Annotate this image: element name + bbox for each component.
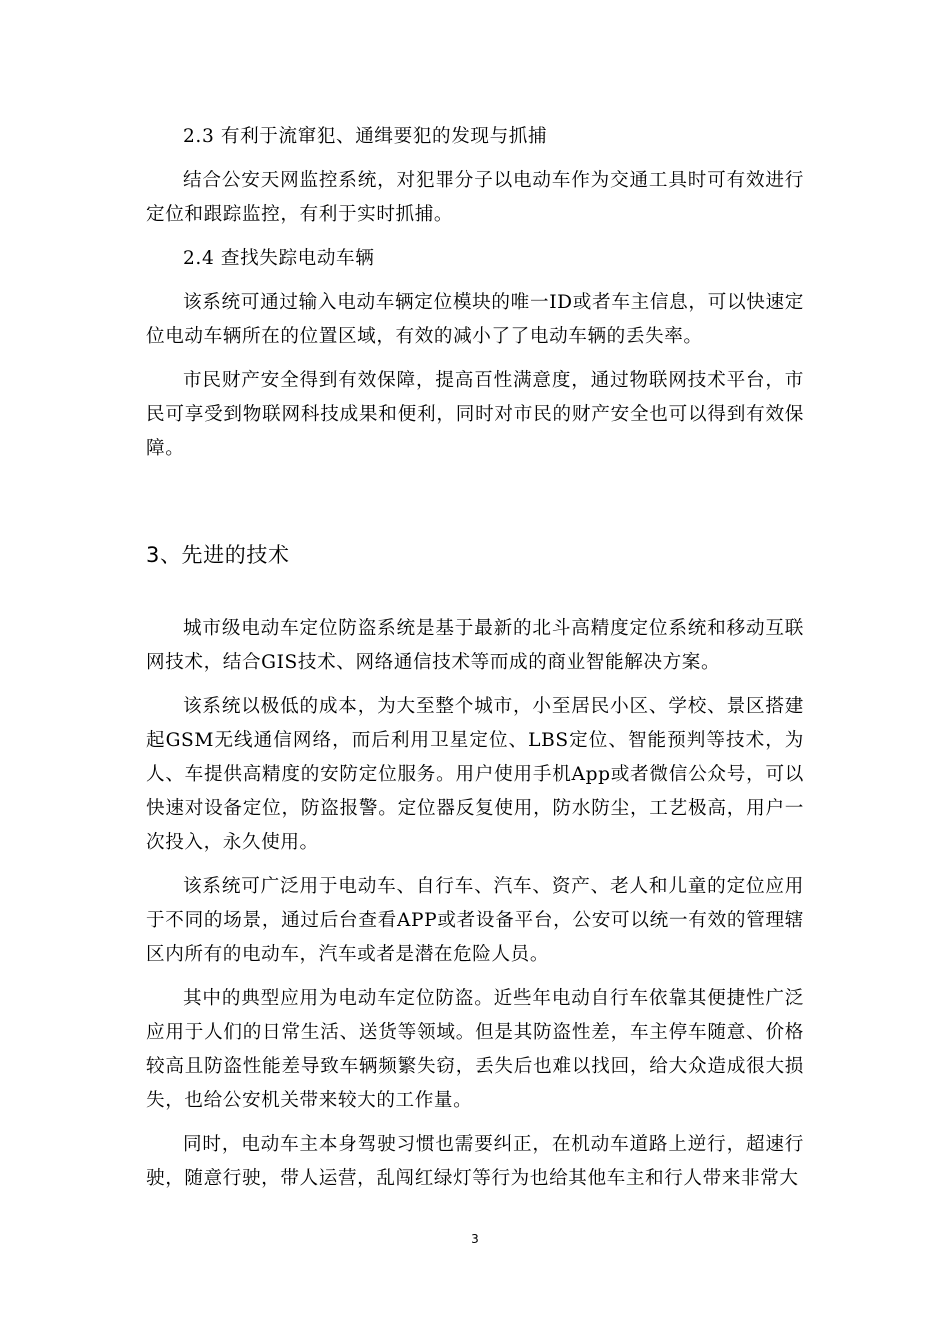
page-number: 3: [471, 1232, 479, 1246]
paragraph: 该系统可广泛用于电动车、自行车、汽车、资产、老人和儿童的定位应用于不同的场景，通过后台查看APP或者设备平台，公安可以统一有效的管理辖区内所有的电动车，汽车或者是潜在危险人员。: [146, 876, 804, 965]
subsection-heading-2-3: 2.3 有利于流窜犯、通缉要犯的发现与抓捕: [183, 126, 548, 147]
paragraph: 同时，电动车主本身驾驶习惯也需要纠正，在机动车道路上逆行，超速行驶，随意行驶，带人运营，乱闯红绿灯等行为也给其他车主和行人带来非常大: [146, 1134, 804, 1189]
paragraph: 结合公安天网监控系统，对犯罪分子以电动车作为交通工具时可有效进行定位和跟踪监控，有利于实时抓捕。: [146, 170, 804, 225]
paragraph: 该系统可通过输入电动车辆定位模块的唯一ID或者车主信息，可以快速定位电动车辆所在的位置区域，有效的减小了了电动车辆的丢失率。: [146, 292, 804, 347]
document-body: [146, 120, 804, 1206]
section-heading-3: 3、先进的技术: [146, 543, 290, 567]
paragraph: 其中的典型应用为电动车定位防盗。近些年电动自行车依靠其便捷性广泛应用于人们的日常生活、送货等领域。但是其防盗性差，车主停车随意、价格较高且防盗性能差导致车辆频繁失窃，丢失后也难以找回，给大众造成很大损失，也给公安机关带来较大的工作量。: [146, 988, 804, 1111]
paragraph: 该系统以极低的成本，为大至整个城市，小至居民小区、学校、景区搭建起GSM无线通信网络，而后利用卫星定位、LBS定位、智能预判等技术，为人、车提供高精度的安防定位服务。用户使用手机App或者微信公众号，可以快速对设备定位，防盗报警。定位器反复使用，防水防尘，工艺极高，用户一次投入，永久使用。: [146, 696, 804, 853]
subsection-heading-2-4: 2.4 查找失踪电动车辆: [183, 248, 375, 269]
paragraph: 城市级电动车定位防盗系统是基于最新的北斗高精度定位系统和移动互联网技术，结合GIS技术、网络通信技术等而成的商业智能解决方案。: [146, 618, 804, 673]
paragraph: 市民财产安全得到有效保障，提高百性满意度，通过物联网技术平台，市民可享受到物联网科技成果和便利，同时对市民的财产安全也可以得到有效保障。: [146, 370, 804, 459]
